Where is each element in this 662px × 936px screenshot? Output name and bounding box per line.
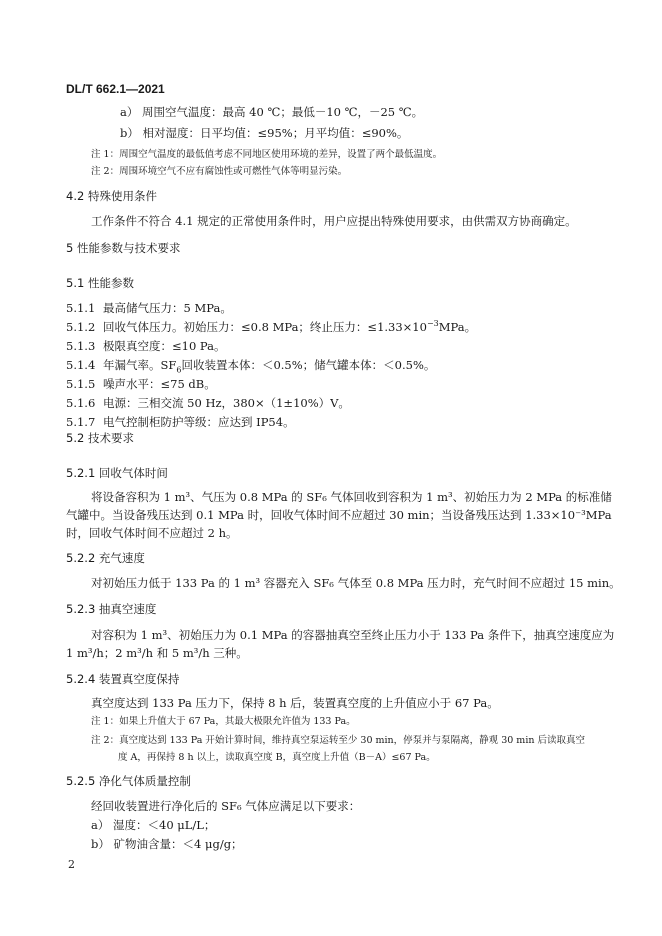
section-5-2-2-body: 对初始压力低于 133 Pa 的 1 m³ 容器充入 SF₆ 气体至 0.8 MPa 压力时，充气时间不应超过 15 min。 — [91, 576, 621, 590]
item-text: 年漏气率。SF — [103, 358, 177, 372]
section-5-2-1-line1: 将设备容积为 1 m³、气压为 0.8 MPa 的 SF₆ 气体回收到容积为 1 m³、初始压力为 2 MPa 的标准储 — [91, 490, 612, 504]
exponent: −3 — [426, 319, 439, 329]
section-5-2-3-title: 5.2.3 抽真空速度 — [66, 602, 157, 616]
item-5-1-1 — [66, 300, 232, 316]
item-text-unit: MPa。 — [438, 320, 477, 334]
section-5-2-3-line2: 1 m³/h；2 m³/h 和 5 m³/h 三种。 — [66, 646, 248, 660]
section-5-2-1-line2: 气罐中。当设备残压达到 0.1 MPa 时，回收气体时间不应超过 30 min；当设备残压达到 1.33×10⁻³MPa — [66, 508, 612, 522]
note-1: 注 1：周围空气温度的最低值考虑不同地区使用环境的差异，设置了两个最低温度。 — [91, 149, 443, 160]
section-5-2-4-note2-line1: 注 2：真空度达到 133 Pa 开始计算时间，维持真空泵运转至少 30 min，停泵并与泵隔离，静观 30 min 后读取真空 — [91, 735, 585, 746]
section-4-2-body: 工作条件不符合 4.1 规定的正常使用条件时，用户应提出特殊使用要求，由供需双方协商确定。 — [91, 214, 577, 228]
section-5-2-title: 5.2 技术要求 — [66, 431, 134, 445]
section-5-1-title: 5.1 性能参数 — [66, 276, 134, 290]
section-5-2-4-note1: 注 1：如果上升值大于 67 Pa，其最大极限允许值为 133 Pa。 — [91, 716, 356, 727]
section-5-2-4-title: 5.2.4 装置真空度保持 — [66, 672, 180, 686]
section-5-2-1-title: 5.2.1 回收气体时间 — [66, 466, 168, 480]
env-item-b: b） 相对湿度：日平均值：≤95%；月平均值：≤90%。 — [120, 126, 409, 140]
item-5-1-7 — [66, 414, 295, 430]
section-5-2-5-item-a: a） 湿度：＜40 μL/L； — [91, 818, 216, 832]
section-5-2-4-body: 真空度达到 133 Pa 压力下，保持 8 h 后，装置真空度的上升值应小于 67 Pa。 — [91, 696, 499, 710]
document-code-header: DL/T 662.1—2021 — [66, 82, 165, 96]
item-text: 电源：三相交流 50 Hz，380×（1±10%）V。 — [103, 396, 350, 410]
section-5-2-3-line1: 对容积为 1 m³、初始压力为 0.1 MPa 的容器抽真空至终止压力小于 133 Pa 条件下，抽真空速度应为 — [91, 628, 615, 642]
item-number: 5.1.4 — [66, 358, 96, 372]
item-number: 5.1.3 — [66, 339, 96, 353]
item-5-1-6 — [66, 395, 350, 411]
section-5-2-5-item-b: b） 矿物油含量：＜4 μg/g； — [91, 837, 243, 851]
section-4-2-title: 4.2 特殊使用条件 — [66, 189, 157, 203]
item-5-1-4 — [66, 357, 435, 373]
item-text: 回收气体压力。初始压力：≤0.8 MPa；终止压力：≤1.33×10 — [103, 320, 427, 334]
subscript: 6 — [176, 365, 182, 375]
item-number: 5.1.6 — [66, 396, 96, 410]
item-5-1-3 — [66, 338, 226, 354]
item-number: 5.1.1 — [66, 301, 96, 315]
item-5-1-2 — [66, 319, 476, 335]
env-item-a: a） 周围空气温度：最高 40 ℃；最低－10 ℃，－25 ℃。 — [120, 105, 424, 119]
item-text: 最高储气压力：5 MPa。 — [103, 301, 232, 315]
item-text: 极限真空度：≤10 Pa。 — [103, 339, 226, 353]
section-5-title: 5 性能参数与技术要求 — [66, 241, 181, 255]
item-text: 电气控制柜防护等级：应达到 IP54。 — [103, 415, 295, 429]
section-5-2-5-title: 5.2.5 净化气体质量控制 — [66, 774, 191, 788]
item-5-1-5 — [66, 376, 216, 392]
item-number: 5.1.7 — [66, 415, 96, 429]
section-5-2-5-body: 经回收装置进行净化后的 SF₆ 气体应满足以下要求： — [91, 799, 361, 813]
item-text-rest: 回收装置本体：＜0.5%；储气罐本体：＜0.5%。 — [181, 358, 436, 372]
section-5-2-4-note2-line2: 度 A，再保持 8 h 以上，读取真空度 B，真空度上升值（B－A）≤67 Pa。 — [118, 752, 436, 763]
item-number: 5.1.2 — [66, 320, 96, 334]
item-number: 5.1.5 — [66, 377, 96, 391]
note-2: 注 2：周围环境空气不应有腐蚀性或可燃性气体等明显污染。 — [91, 166, 348, 177]
section-5-2-2-title: 5.2.2 充气速度 — [66, 551, 145, 565]
item-text: 噪声水平：≤75 dB。 — [103, 377, 216, 391]
section-5-2-1-line3: 时，回收气体时间不应超过 2 h。 — [66, 526, 238, 540]
page-number: 2 — [68, 858, 75, 871]
